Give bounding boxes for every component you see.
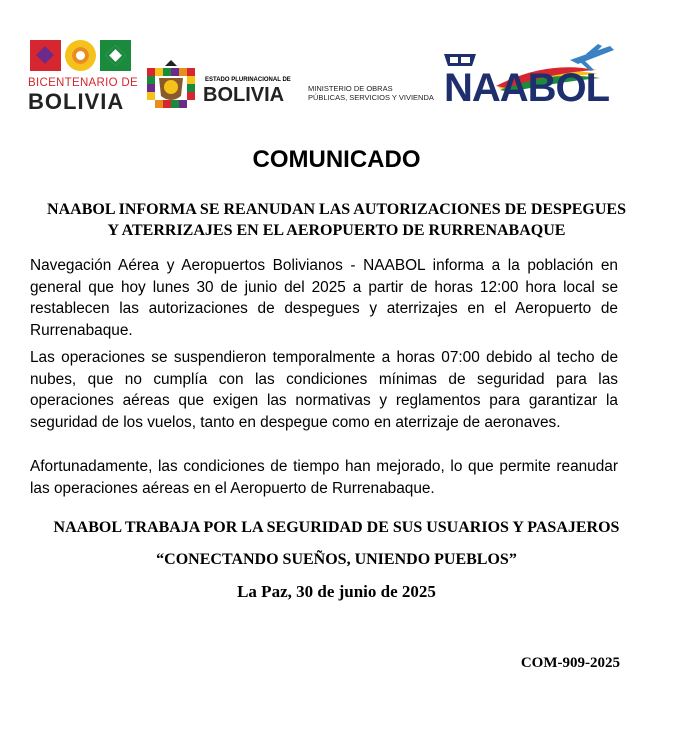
- bicentenario-emblem-icon: [28, 40, 138, 74]
- slogan: “CONECTANDO SUEÑOS, UNIENDO PUEBLOS”: [156, 551, 517, 568]
- bicentenario-small-text: BICENTENARIO DE: [28, 77, 138, 89]
- estado-plurinacional-logo: [145, 60, 295, 120]
- paragraph-announcement: Navegación Aérea y Aeropuertos Bolivianos - NAABOL informa a la población en general que hoy lunes 30 de junio del 2025 a partir de horas 12:00 hora local se restablecen las autorizaciones de despegues y aterrizajes en el Aeropuerto de Rurrenabaque.: [30, 257, 618, 339]
- subtitle-line1: NAABOL INFORMA SE REANUDAN LAS AUTORIZACIONES DE DESPEGUES: [47, 201, 626, 218]
- paragraph-suspension: Las operaciones se suspendieron temporalmente a horas 07:00 debido al techo de nubes, que no cumplía con las condiciones mínimas de seguridad para las operaciones aéreas que exigen las normativas y reglamentos para garantizar la seguridad de los vuelos, tanto en despegue como en aterrizaje de aeronaves.: [30, 349, 618, 431]
- naabol-logo: [438, 44, 623, 112]
- coat-of-arms-icon: [145, 60, 197, 116]
- estado-small-text: ESTADO PLURINACIONAL DE: [205, 77, 291, 83]
- bicentenario-logo: [28, 40, 138, 112]
- paragraph-resumption: Afortunadamente, las condiciones de tiempo han mejorado, lo que permite reanudar las operaciones aéreas en el Aeropuerto de Rurrenabaque.: [30, 458, 618, 497]
- estado-big-text: BOLIVIA: [203, 84, 285, 106]
- logo-header: [0, 0, 673, 130]
- naabol-wordmark: NAABOL: [444, 66, 610, 110]
- document-title: COMUNICADO: [252, 146, 421, 173]
- subtitle-line2: Y ATERRIZAJES EN EL AEROPUERTO DE RURRENABAQUE: [107, 222, 566, 239]
- communique-code: COM-909-2025: [520, 655, 620, 671]
- ministerio-line1: MINISTERIO DE OBRAS: [308, 84, 393, 93]
- place-date: La Paz, 30 de junio de 2025: [237, 582, 436, 601]
- document-subtitle: [30, 199, 643, 241]
- closing-statement: NAABOL TRABAJA POR LA SEGURIDAD DE SUS USUARIOS Y PASAJEROS: [53, 519, 620, 536]
- bicentenario-big-text: BOLIVIA: [28, 89, 125, 114]
- ministerio-logo: [308, 84, 434, 102]
- ministerio-line2: PÚBLICAS, SERVICIOS Y VIVIENDA: [308, 93, 434, 102]
